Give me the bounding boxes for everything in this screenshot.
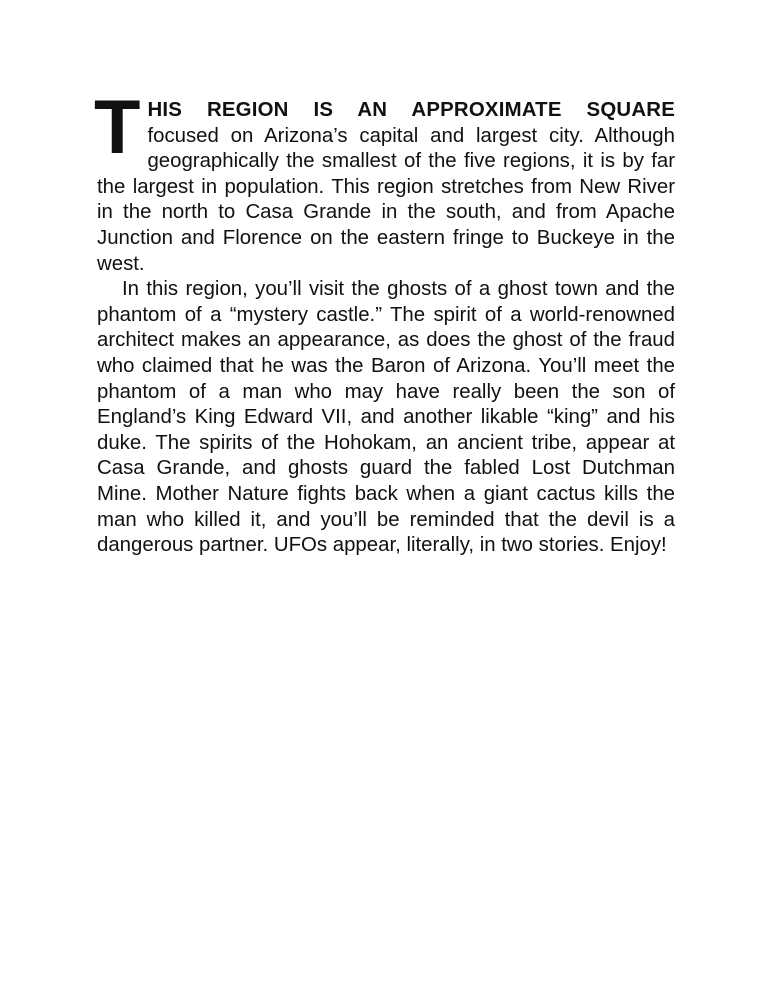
- intro-paragraph: [94, 85, 675, 277]
- drop-cap: T: [94, 85, 141, 170]
- intro-text: focused on Arizona’s capital and largest city. Although geographically the smallest of the five regions, it is by far the largest in population. This region stretches from New River in the north to Casa Grande in the south, and from Apache Junction and Florence on the eastern fringe to Buckeye in the west.: [97, 124, 675, 275]
- body-paragraph: In this region, you’ll visit the ghosts of a ghost town and the phantom of a “mystery castle.” The spirit of a world-renowned architect makes an appearance, as does the ghost of the fraud who claimed that he was the Baron of Arizona. You’ll meet the phantom of a man who may have really been the son of England’s King Edward VII, and another likable “king” and his duke. The spirits of the Hohokam, an ancient tribe, appear at Casa Grande, and ghosts guard the fabled Lost Dutchman Mine. Mother Nature fights back when a giant cactus kills the man who killed it, and you’ll be reminded that the devil is a dangerous partner. UFOs appear, literally, in two stories. Enjoy!: [97, 278, 675, 557]
- body-text: [94, 85, 675, 559]
- lead-in-caps: HIS REGION IS AN APPROXIMATE SQUARE: [147, 99, 675, 121]
